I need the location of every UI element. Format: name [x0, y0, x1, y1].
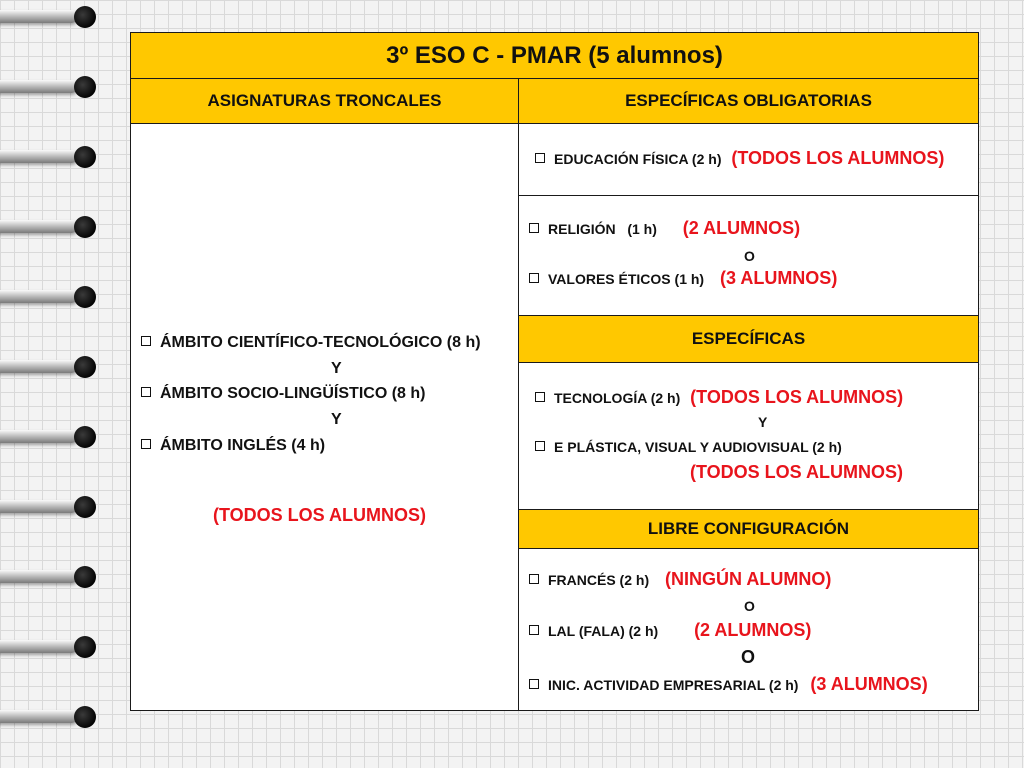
- lal-note: (2 ALUMNOS): [694, 620, 812, 640]
- ef-item: EDUCACIÓN FÍSICA (2 h) (TODOS LOS ALUMNOS): [535, 148, 944, 169]
- checkbox-icon: [535, 153, 545, 163]
- binding-ring: [0, 140, 100, 174]
- checkbox-icon: [529, 679, 539, 689]
- plastica-note: (TODOS LOS ALUMNOS): [690, 462, 903, 482]
- binding-ring: [0, 210, 100, 244]
- troncales-item: ÁMBITO INGLÉS (4 h): [141, 437, 325, 455]
- libre-conjunction: O: [744, 598, 755, 614]
- religion-item: RELIGIÓN (1 h) (2 ALUMNOS): [529, 218, 800, 239]
- lal-item: LAL (FALA) (2 h) (2 ALUMNOS): [529, 620, 811, 641]
- religion-note: (2 ALUMNOS): [682, 218, 801, 238]
- checkbox-icon: [141, 439, 151, 449]
- troncales-item: ÁMBITO SOCIO-LINGÜÍSTICO (8 h): [141, 385, 425, 403]
- header-libre: LIBRE CONFIGURACIÓN: [519, 510, 978, 549]
- schedule-table: [130, 32, 979, 711]
- table-title-row: [131, 33, 978, 79]
- frances-item: FRANCÉS (2 h) (NINGÚN ALUMNO): [529, 569, 831, 590]
- binding-ring: [0, 560, 100, 594]
- troncales-conjunction: Y: [331, 360, 342, 377]
- checkbox-icon: [141, 336, 151, 346]
- troncales-conjunction: Y: [331, 411, 342, 428]
- especificas-conjunction: Y: [758, 414, 768, 430]
- binding-ring: [0, 350, 100, 384]
- checkbox-icon: [529, 625, 539, 635]
- valores-item: VALORES ÉTICOS (1 h) (3 ALUMNOS): [529, 268, 837, 289]
- checkbox-icon: [529, 223, 539, 233]
- checkbox-icon: [535, 392, 545, 402]
- binding-ring: [0, 630, 100, 664]
- tecnologia-note: (TODOS LOS ALUMNOS): [690, 387, 904, 407]
- checkbox-icon: [529, 574, 539, 584]
- checkbox-icon: [535, 441, 545, 451]
- empresarial-item: INIC. ACTIVIDAD EMPRESARIAL (2 h) (3 ALUMNOS): [529, 674, 928, 695]
- table-title: 3º ESO C - PMAR (5 alumnos): [386, 41, 723, 69]
- binding-ring: [0, 70, 100, 104]
- binding-ring: [0, 0, 100, 34]
- troncales-cell: [131, 124, 519, 710]
- valores-note: (3 ALUMNOS): [719, 268, 838, 288]
- frances-note: (NINGÚN ALUMNO): [665, 569, 832, 589]
- troncales-note: (TODOS LOS ALUMNOS): [213, 505, 426, 525]
- header-especificas: ESPECÍFICAS: [519, 316, 978, 363]
- empresarial-note: (3 ALUMNOS): [810, 674, 928, 694]
- religion-valores-cell: [519, 196, 978, 316]
- checkbox-icon: [529, 273, 539, 283]
- binding-ring: [0, 490, 100, 524]
- checkbox-icon: [141, 387, 151, 397]
- especificas-cell: [519, 363, 978, 510]
- binding-ring: [0, 420, 100, 454]
- binding-ring: [0, 280, 100, 314]
- spiral-binding: [0, 0, 110, 768]
- libre-cell: [519, 549, 978, 710]
- tecnologia-item: TECNOLOGÍA (2 h) (TODOS LOS ALUMNOS): [535, 387, 903, 408]
- header-troncales: ASIGNATURAS TRONCALES: [131, 79, 519, 124]
- ef-note: (TODOS LOS ALUMNOS): [731, 148, 945, 168]
- ef-cell: [519, 124, 978, 196]
- troncales-item: ÁMBITO CIENTÍFICO-TECNOLÓGICO (8 h): [141, 334, 481, 352]
- binding-ring: [0, 700, 100, 734]
- religion-valores-conjunction: O: [744, 248, 755, 264]
- libre-conjunction: O: [741, 647, 756, 667]
- plastica-item: E PLÁSTICA, VISUAL Y AUDIOVISUAL (2 h): [535, 439, 842, 455]
- header-especificas-obligatorias: ESPECÍFICAS OBLIGATORIAS: [519, 79, 978, 124]
